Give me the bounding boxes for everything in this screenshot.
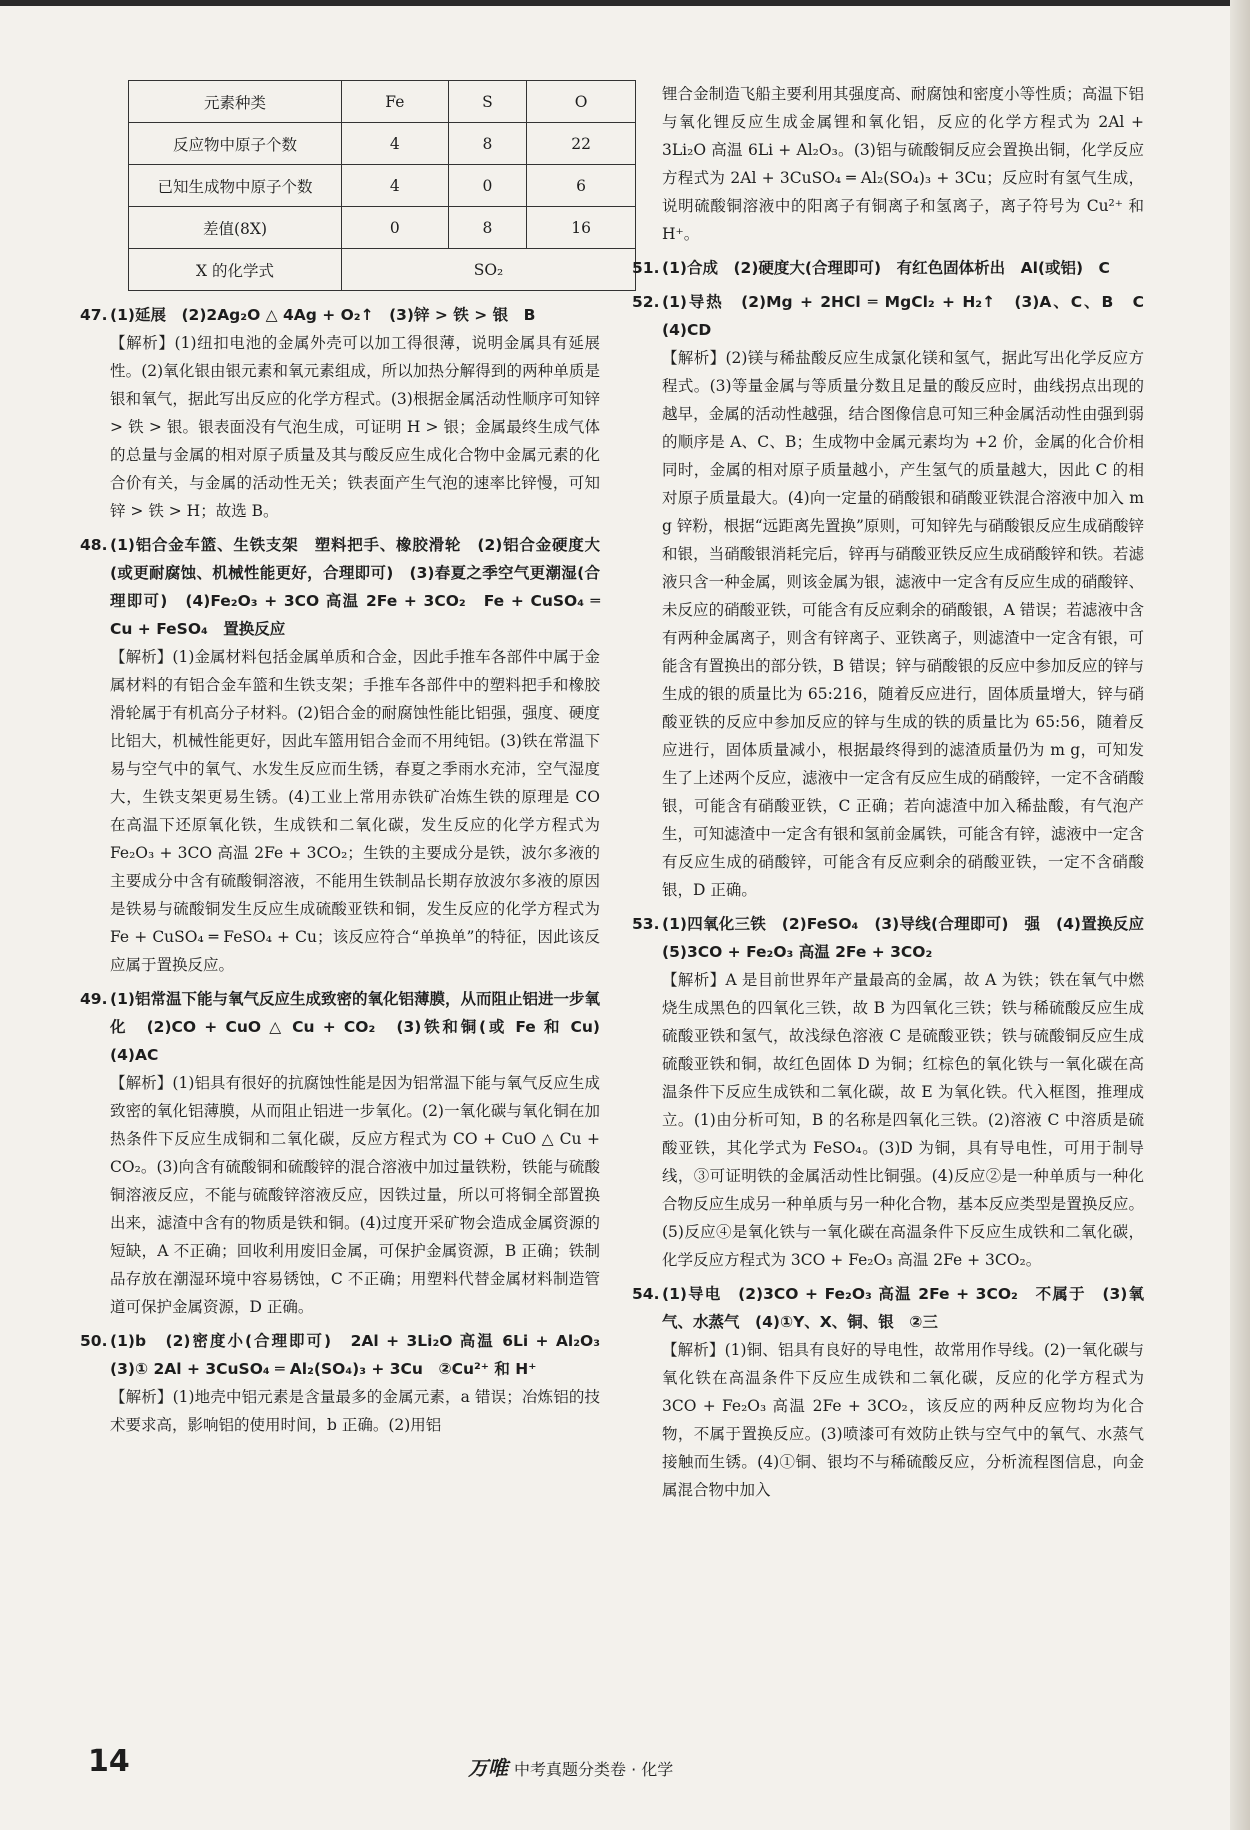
table-cell: 4 [342,165,449,207]
table-cell: 0 [342,207,449,249]
table-cell: 4 [342,123,449,165]
question-number: 48. [80,536,108,554]
table-header-row [129,81,636,123]
page-footer [88,1744,1146,1784]
analysis-text: 【解析】(2)镁与稀盐酸反应生成氯化镁和氢气，据此写出化学反应方程式。(3)等量金属与等质量分数且足量的酸反应时，曲线拐点出现的越早，金属的活动性越强，结合图像信息可知三种金属活动性由强到弱的顺序是 A、C、B；生成物中金属元素均为 +2 价，金属的化合价相同时，金属的相对原子质量越小，产生氢气的质量越大，因此 C 的相对原子质量最大。(4)向一定量的硝酸银和硝酸亚铁混合溶液中加入 m g 锌粉，根据“远距离先置换”原则，可知锌先与硝酸银反应生成硝酸锌和银，当硝酸银消耗完后，锌再与硝酸亚铁反应生成硝酸锌和铁。若滤液只含一种金属，则该金属为银，滤液中一定含有反应生成的硝酸锌、未反应的硝酸亚铁，可能含有反应剩余的硝酸银，A 错误；若滤液中含有两种金属离子，则含有锌离子、亚铁离子，则滤渣中一定含有银，可能含有置换出的部分铁，B 错误；锌与硝酸银的反应中参加反应的锌与生成的银的质量比为 65:216，随着反应进行，固体质量增大，锌与硝酸亚铁的反应中参加反应的锌与生成的铁的质量比为 65:56，随着反应进行，固体质量减小，根据最终得到的滤渣质量仍为 m g，可知发生了上述两个反应，滤液中一定含有反应生成的硝酸锌，一定不含硝酸银，可能含有硝酸亚铁，C 正确；若向滤渣中加入稀盐酸，有气泡产生，可知滤渣中一定含有银和氢前金属铁，可能含有锌，滤液中一定含有反应生成的硝酸锌，可能含有反应剩余的硝酸亚铁，一定不含硝酸银，D 正确。 [662,349,1144,899]
table-cell: 0 [448,165,527,207]
table-cell: O [527,81,636,123]
table-cell: 16 [527,207,636,249]
table-cell: 元素种类 [129,81,342,123]
question-item-51 [632,254,1144,282]
question-number: 50. [80,1332,108,1350]
analysis-text: 【解析】(1)纽扣电池的金属外壳可以加工得很薄，说明金属具有延展性。(2)氧化银由银元素和氧元素组成，所以加热分解得到的两种单质是银和氧气，据此写出反应的化学方程式。(3)根据金属活动性顺序可知锌 > 铁 > 银。银表面没有气泡生成，可证明 H > 银；金属最终生成气体的总量与金属的相对原子质量及其与酸反应生成化合物中金属元素的化合价有关，与金属的活动性无关；铁表面产生气泡的速率比锌慢，可知锌 > 铁 > H；故选 B。 [110,334,600,520]
question-number: 54. [632,1285,660,1303]
analysis-text: 【解析】(1)铜、铝具有良好的导电性，故常用作导线。(2)一氧化碳与氧化铁在高温条件下反应生成铁和二氧化碳，反应的化学方程式为 3CO + Fe₂O₃ 高温 2Fe + 3CO₂，该反应的两种反应物均为化合物，不属于置换反应。(3)喷漆可有效防止铁与空气中的氧气、水蒸气接触而生锈。(4)①铜、银均不与稀硫酸反应，分析流程图信息，向金属混合物中加入 [662,1341,1144,1499]
top-edge [0,0,1250,6]
answer-text: (1)延展 (2)2Ag₂O △ 4Ag + O₂↑ (3)锌 > 铁 > 银 B [110,306,536,324]
table-cell: S [448,81,527,123]
analysis-text: 【解析】A 是目前世界年产量最高的金属，故 A 为铁；铁在氧气中燃烧生成黑色的四氧化三铁，故 B 为四氧化三铁；铁与稀硫酸反应生成硫酸亚铁和氢气，故浅绿色溶液 C 是硫酸亚铁；铁与硫酸铜反应生成硫酸亚铁和铜，故红色固体 D 为铜；红棕色的氧化铁与一氧化碳在高温条件下反应生成铁和二氧化碳，故 E 为氧化铁。代入框图，推理成立。(1)由分析可知，B 的名称是四氧化三铁。(2)溶液 C 中溶质是硫酸亚铁，其化学式为 FeSO₄。(3)D 为铜，具有导电性，可用于制导线，③可证明铁的金属活动性比铜强。(4)反应②是一种单质与一种化合物反应生成另一种单质与另一种化合物，基本反应类型是置换反应。(5)反应④是氧化铁与一氧化碳在高温条件下反应生成铁和二氧化碳，化学反应方程式为 3CO + Fe₂O₃ 高温 2Fe + 3CO₂。 [662,971,1144,1269]
table-row [129,165,636,207]
question-number: 53. [632,915,660,933]
question-item-48 [80,531,600,979]
analysis-text: 【解析】(1)地壳中铝元素是含量最多的金属元素，a 错误；冶炼铝的技术要求高，影响铝的使用时间，b 正确。(2)用铝 [110,1388,600,1434]
question-number: 47. [80,306,108,324]
analysis-text: 【解析】(1)铝具有很好的抗腐蚀性能是因为铝常温下能与氧气反应生成致密的氧化铝薄膜，从而阻止铝进一步氧化。(2)一氧化碳与氧化铜在加热条件下反应生成铜和二氧化碳，反应方程式为 CO + CuO △ Cu + CO₂。(3)向含有硫酸铜和硫酸锌的混合溶液中加过量铁粉，铁能与硫酸铜溶液反应，不能与硫酸锌溶液反应，因铁过量，所以可将铜全部置换出来，滤渣中含有的物质是铁和铜。(4)过度开采矿物会造成金属资源的短缺，A 不正确；回收利用废旧金属，可保护金属资源，B 正确；铁制品存放在潮湿环境中容易锈蚀，C 不正确；用塑料代替金属材料制造管道可保护金属资源，D 正确。 [110,1074,600,1316]
answer-text: (1)导电 (2)3CO + Fe₂O₃ 高温 2Fe + 3CO₂ 不属于 (3)氧气、水蒸气 (4)①Y、X、铜、银 ②三 [662,1285,1144,1331]
table-cell: 8 [448,207,527,249]
question-number: 49. [80,990,108,1008]
continued-analysis [662,80,1144,248]
left-column [80,80,616,1445]
question-item-50 [80,1327,616,1439]
right-column [632,80,1160,1510]
analysis-text: 【解析】(1)金属材料包括金属单质和合金，因此手推车各部件中属于金属材料的有铝合金车篮和生铁支架；手推车各部件中的塑料把手和橡胶滑轮属于有机高分子材料。(2)铝合金的耐腐蚀性能比铝强，强度、硬度比铝大，机械性能更好，因此车篮用铝合金而不用纯铝。(3)铁在常温下易与空气中的氧气、水发生反应而生锈，春夏之季雨水充沛，空气湿度大，生铁支架更易生锈。(4)工业上常用赤铁矿冶炼生铁的原理是 CO 在高温下还原氧化铁，生成铁和二氧化碳，发生反应的化学方程式为 Fe₂O₃ + 3CO 高温 2Fe + 3CO₂；生铁的主要成分是铁，波尔多液的主要成分中含有硫酸铜溶液，不能用生铁制品长期存放波尔多液的原因是铁易与硫酸铜发生反应生成硫酸亚铁和铜，发生反应的化学方程式为 Fe + CuSO₄ ═ FeSO₄ + Cu；该反应符合“单换单”的特征，因此该反应属于置换反应。 [110,648,600,974]
question-item-53 [632,910,1160,1274]
table-cell: 已知生成物中原子个数 [129,165,342,207]
question-number: 51. [632,259,660,277]
table-cell: 反应物中原子个数 [129,123,342,165]
answer-text: (1)合成 (2)硬度大(合理即可) 有红色固体析出 Al(或铝) C [662,259,1110,277]
question-item-54 [632,1280,1144,1504]
page-edge-shadow [1230,0,1250,1830]
table-cell: Fe [342,81,449,123]
table-row [129,249,636,291]
table-cell: 差值(8X) [129,207,342,249]
question-item-47 [80,301,600,525]
question-item-52 [632,288,1160,904]
table-cell: X 的化学式 [129,249,342,291]
analysis-text: 锂合金制造飞船主要利用其强度高、耐腐蚀和密度小等性质；高温下铝与氧化锂反应生成金属锂和氧化铝，反应的化学方程式为 2Al + 3Li₂O 高温 6Li + Al₂O₃。(3)铝与硫酸铜反应会置换出铜，化学反应方程式为 2Al + 3CuSO₄ ═ Al₂(SO₄)₃ + 3Cu；反应时有氢气生成，说明硫酸铜溶液中的阳离子有铜离子和氢离子，离子符号为 Cu²⁺ 和 H⁺。 [662,85,1144,243]
answer-text: (1)铝合金车篮、生铁支架 塑料把手、橡胶滑轮 (2)铝合金硬度大(或更耐腐蚀、机械性能更好，合理即可) (3)春夏之季空气更潮湿(合理即可) (4)Fe₂O₃ + 3CO 高温 2Fe + 3CO₂ Fe + CuSO₄ ═ Cu + FeSO₄ 置换反应 [110,536,600,638]
book-title: 中考真题分类卷 · 化学 [514,1760,674,1779]
page-number: 14 [88,1744,130,1779]
element-table [128,80,636,291]
table-cell: SO₂ [342,249,636,291]
answer-text: (1)四氧化三铁 (2)FeSO₄ (3)导线(合理即可) 强 (4)置换反应 (5)3CO + Fe₂O₃ 高温 2Fe + 3CO₂ [662,915,1160,961]
question-item-49 [80,985,616,1321]
table-cell: 22 [527,123,636,165]
answer-text: (1)导热 (2)Mg + 2HCl ═ MgCl₂ + H₂↑ (3)A、C、B C (4)CD [662,293,1160,339]
table-cell: 6 [527,165,636,207]
table-row [129,207,636,249]
answer-text: (1)铝常温下能与氧气反应生成致密的氧化铝薄膜，从而阻止铝进一步氧化 (2)CO + CuO △ Cu + CO₂ (3)铁和铜(或 Fe 和 Cu) (4)AC [110,990,616,1064]
table-row [129,123,636,165]
table-cell: 8 [448,123,527,165]
answer-text: (1)b (2)密度小(合理即可) 2Al + 3Li₂O 高温 6Li + Al₂O₃ (3)① 2Al + 3CuSO₄ ═ Al₂(SO₄)₃ + 3Cu ②Cu²⁺ 和 H⁺ [110,1332,616,1378]
question-number: 52. [632,293,660,311]
footer-title [468,1752,673,1781]
brand-logo: 万唯 [468,1756,508,1780]
